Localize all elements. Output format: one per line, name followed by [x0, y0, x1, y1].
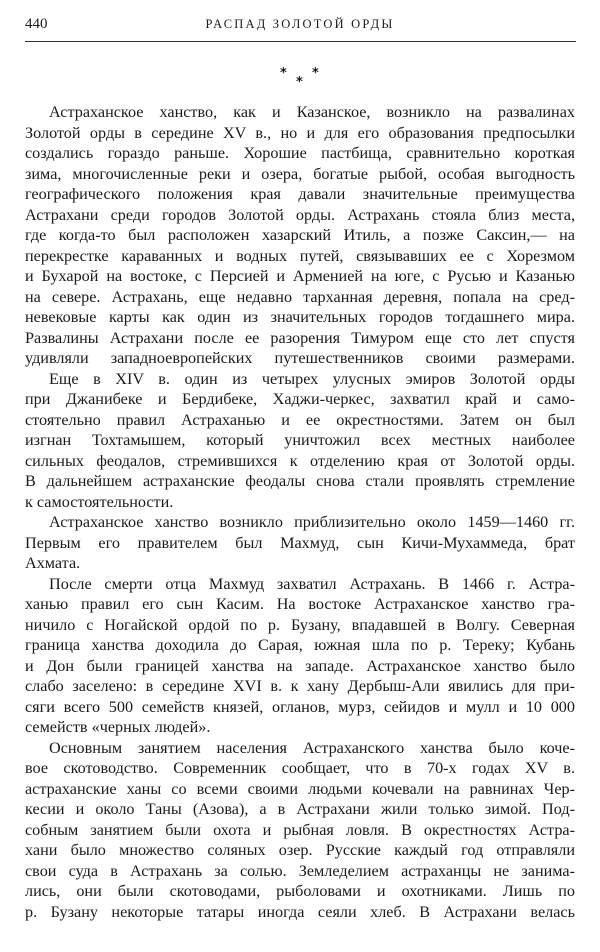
paragraph-5	[25, 738, 575, 923]
asterisk-left: *	[280, 66, 287, 81]
text-line: семейств «черных людей».	[25, 718, 211, 736]
text-line: зима, многочисленные реки и озера, богатые рыбой, особая выгодность	[25, 164, 575, 183]
text-line: Золотой орды в середине XV в., но и для его образования предпосылки	[25, 123, 575, 142]
asterisk-center: *	[296, 75, 303, 90]
text-line: После смерти отца Махмуд захватил Астрахань. В 1466 г. Астра-	[49, 574, 575, 593]
paragraph-4	[25, 574, 575, 738]
text-line: ханью правил его сын Касим. На востоке Астраханское ханство гра-	[25, 595, 575, 613]
text-line: В дальнейшем астраханские феодалы снова стали проявлять стремление	[25, 472, 575, 490]
section-break-asterism	[0, 66, 600, 96]
text-line: Развалины Астрахани после ее разорения Тимуром еще сто лет спустя	[25, 328, 575, 347]
text-line: и Бухарой на востоке, с Персией и Арменией на юге, с Русью и Казанью	[25, 267, 575, 285]
text-line: невековые карты как один из значительных городов тогдашнего мира.	[25, 308, 575, 326]
text-line: к самостоятельности.	[25, 492, 174, 511]
text-line: где когда-то был расположен хазарский Итиль, а позже Саксин,— на	[25, 226, 575, 244]
text-line: ничило с Ногайской ордой по р. Бузану, впадавшей в Волгу. Северная	[25, 615, 575, 634]
text-line: Астраханское ханство, как и Казанское, возникло на развалинах	[49, 103, 575, 121]
body-text	[25, 102, 575, 922]
text-line: сяги всего 500 семейств князей, огланов, мурз, сейидов и мулл и 10 000	[25, 697, 575, 716]
text-line: Основным занятием населения Астраханского ханства было коче-	[49, 738, 575, 757]
text-line: Астраханское ханство возникло приблизительно около 1459—1460 гг.	[49, 513, 575, 531]
text-line: при Джанибеке и Бердибеке, Хаджи-черкес, захватил край и само-	[25, 390, 575, 408]
text-line: и Дон были границей ханства на западе. Астраханское ханство было	[25, 656, 575, 675]
text-line: слабо заселено: в середине XVI в. к хану Дербыш-Али явились для при-	[25, 677, 575, 695]
text-line: собным занятием были охота и рыбная ловля. В окрестностях Астра-	[25, 820, 575, 839]
text-line: граница ханства доходила до Сарая, южная шла по р. Тереку; Кубань	[25, 636, 575, 654]
text-line: кесии и около Таны (Азова), а в Астрахани жили только зимой. Под-	[25, 800, 575, 818]
text-line: хани было множество соляных озер. Русские каждый год отправляли	[25, 841, 575, 859]
text-line: удивляли западноевропейских путешественников своими размерами.	[25, 349, 575, 367]
text-line: Астрахани среди городов Золотой орды. Астрахань стояла близ места,	[25, 205, 575, 224]
text-line: свои суда в Астрахань за солью. Земледелием астраханцы не занима-	[25, 861, 575, 880]
paragraph-3	[25, 512, 575, 574]
page-number: 440	[25, 16, 48, 32]
text-line: Ахмата.	[25, 554, 81, 572]
header-rule	[25, 41, 576, 42]
text-line: р. Бузану некоторые татары иногда сеяли хлеб. В Астрахани велась	[25, 902, 575, 921]
text-line: лись, они были скотоводами, рыболовами и охотниками. Лишь по	[25, 882, 575, 900]
asterisk-right: *	[312, 66, 319, 81]
paragraph-1	[25, 102, 575, 369]
page-header	[25, 14, 575, 42]
running-head: РАСПАД ЗОЛОТОЙ ОРДЫ	[205, 17, 395, 31]
text-line: вое скотоводство. Современник сообщает, что в 70-х годах XV в.	[25, 759, 575, 777]
text-line: изгнан Тохтамышем, который уничтожил всех местных наиболее	[25, 431, 575, 449]
paragraph-2	[25, 369, 575, 513]
text-line: сильных феодалов, стремившихся к отделению края от Золотой орды.	[25, 451, 575, 470]
text-line: географического положения края давали значительные преимущества	[25, 185, 575, 203]
text-line: перекрестке караванных и водных путей, связывавших ее с Хорезмом	[25, 246, 575, 265]
text-line: Еще в XIV в. один из четырех улусных эмиров Золотой орды	[49, 369, 575, 388]
text-line: создались гораздо раньше. Хорошие пастбища, сравнительно короткая	[25, 144, 575, 162]
text-line: на севере. Астрахань, еще недавно тарханная деревня, попала на сред-	[25, 287, 575, 306]
text-line: астраханские ханы со всеми своими людьми кочевали на равнинах Чер-	[25, 779, 575, 798]
text-line: стоятельно правил Астраханью и ее окрестностями. Затем он был	[25, 410, 575, 429]
text-line: Первым его правителем был Махмуд, сын Кичи-Мухаммеда, брат	[25, 533, 575, 552]
